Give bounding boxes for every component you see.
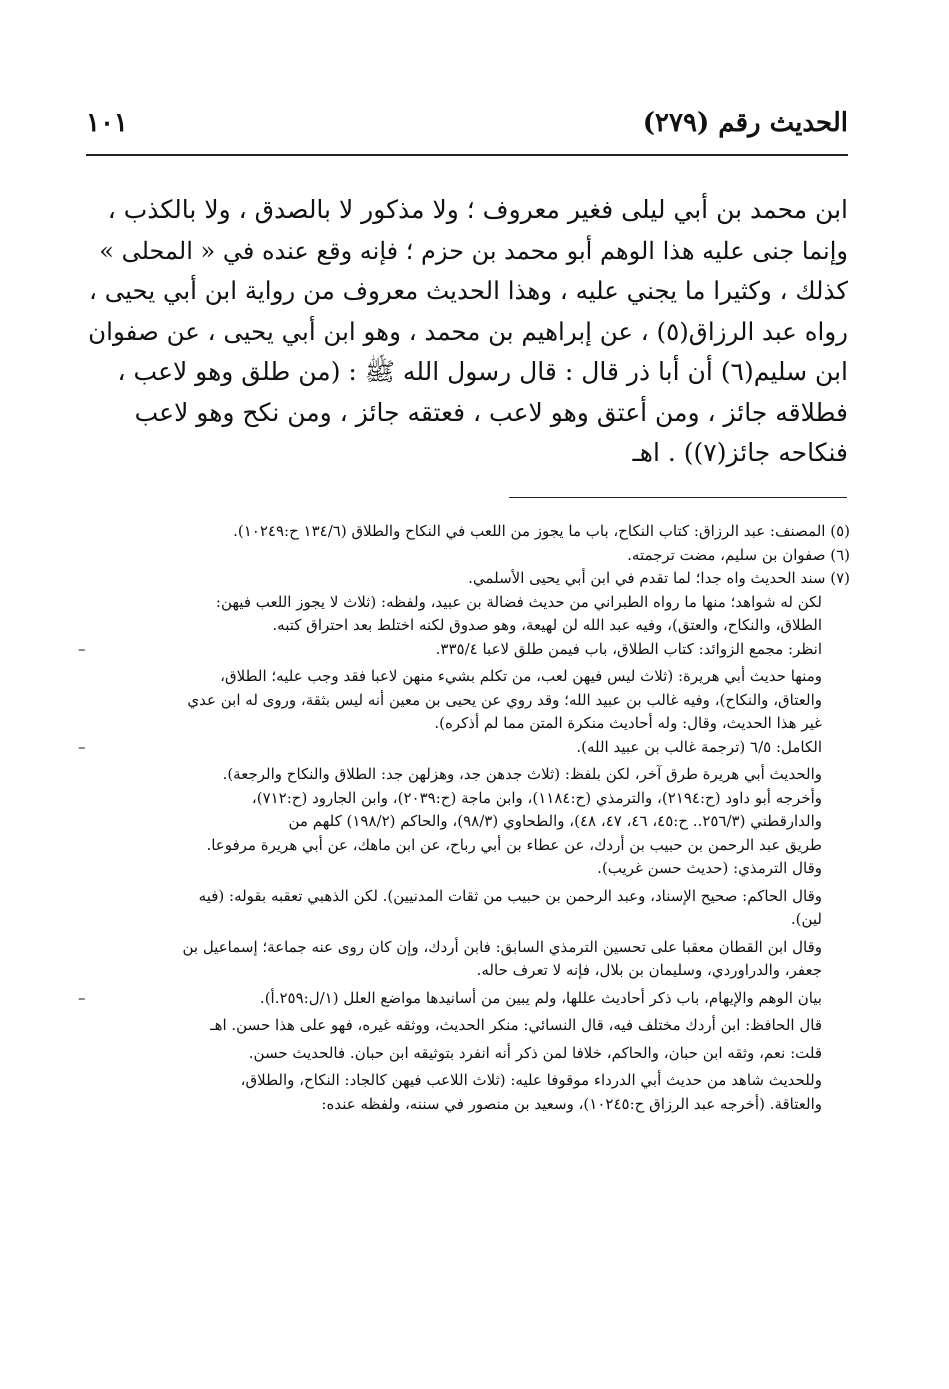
footnote-line — [78, 544, 850, 568]
footnote-line — [78, 712, 850, 736]
main-text-line: رواه عبد الرزاق(٥) ، عن إبراهيم بن محمد ، وهو ابن أبي يحيى ، عن صفوان — [88, 316, 848, 346]
main-text-line: كذلك ، وكثيرا ما يجني عليه ، وهذا الحديث معروف من رواية ابن أبي يحيى ، — [89, 276, 848, 305]
footnote-text: غير هذا الحديث، وقال: وله أحاديث منكرة المتن مما لم أذكره). — [434, 714, 822, 732]
footnote-line — [78, 614, 850, 638]
main-text-line: وإنما جنى عليه هذا الوهم أبو محمد بن حزم ؛ فإنه وقع عنده في « المحلى » — [99, 236, 848, 265]
footnote-text: لكن له شواهد؛ منها ما رواه الطبراني من حديث فضالة بن عبيد، ولفظه: (ثلاث لا يجوز اللعب فيهن: — [215, 592, 822, 611]
footnote-text: انظر: مجمع الزوائد: كتاب الطلاق، باب فيمن طلق لاعبا ٣٣٥/٤. — [435, 639, 822, 658]
footnote-line — [78, 959, 850, 983]
footnote-text: (٧) سند الحديث واه جدا؛ لما تقدم في ابن أبي يحيى الأسلمي. — [468, 569, 850, 587]
footnote-line — [78, 638, 850, 662]
footnote-text: قال الحافظ: ابن أردك مختلف فيه، قال النسائي: منكر الحديث، ووثقه غيره، فهو على هذا حسن. اهـ — [210, 1016, 822, 1034]
footnote-line — [78, 736, 850, 760]
footnote-text: وأخرجه أبو داود (ح:٢١٩٤)، والترمذي (ح:١١٨٤)، وابن ماجة (ح:٢٠٣٩)، وابن الجارود (ح:٧١٢)، — [251, 788, 822, 807]
source-dash-marker: – — [78, 737, 86, 756]
footnote-text: قلت: نعم، وثقه ابن حبان، والحاكم، خلافا لمن ذكر أنه انفرد بتوثيقه ابن حبان. فالحديث حسن. — [248, 1043, 822, 1062]
footnote-text: الكامل: ٦/٥ (ترجمة غالب بن عبيد الله). — [576, 737, 822, 756]
footnote-text: وقال الحاكم: صحيح الإسناد، وعبد الرحمن بن حبيب من ثقات المدنيين). لكن الذهبي تعقبه بقوله: (فيه — [198, 886, 822, 905]
footnote-text: لين). — [790, 910, 822, 928]
footnote-text: والدارقطني (٢٥٦/٣.. ح:٤٥، ٤٦، ٤٧، ٤٨)، والطحاوي (٩٨/٣)، والحاكم (١٩٨/٢) كلهم من — [288, 812, 822, 830]
footnote-text: ومنها حديث أبي هريرة: (ثلاث ليس فيهن لعب، من تكلم بشيء منهن لاعبا فقد وجب عليه؛ الطلاق، — [220, 667, 822, 685]
footnote-line — [78, 1042, 850, 1066]
page-header — [86, 108, 848, 156]
main-text-line: ابن سليم(٦) أن أبا ذر قال : قال رسول الله ﷺ : (من طلق وهو لاعب ، — [117, 357, 848, 386]
footnote-line — [78, 1069, 850, 1093]
main-text-line: ابن محمد بن أبي ليلى فغير معروف ؛ ولا مذكور لا بالصدق ، ولا بالكذب ، — [107, 195, 848, 224]
running-title: الحديث رقم (٢٧٩) — [642, 108, 848, 138]
footnote-line — [78, 885, 850, 909]
footnote-text: بيان الوهم والإيهام، باب ذكر أحاديث عللها، ولم يبين من أسانيدها مواضع العلل (١/ل:٢٥٩.أ). — [259, 988, 822, 1007]
footnote-line — [78, 591, 850, 615]
footnote-line — [78, 810, 850, 834]
footnote-line — [78, 936, 850, 960]
footnote-text: الطلاق، والنكاح، والعتق)، وفيه عبد الله لن لهيعة، وهو صدوق لكنه اختلط بعد احتراق كتبه. — [272, 616, 822, 634]
footnote-line — [78, 787, 850, 811]
main-text-line: فنكاحه جائز(٧)) . اهـ — [632, 438, 848, 467]
footnote-text: طريق عبد الرحمن بن حبيب بن أردك، عن عطاء بن أبي رباح، عن ابن ماهك، عن أبي هريرة مرفوعا. — [206, 835, 822, 854]
footnotes-block — [78, 520, 850, 1116]
footnote-line — [78, 520, 850, 544]
footnote-line — [78, 908, 850, 932]
main-text-line: فطلاقه جائز ، ومن أعتق وهو لاعب ، فعتقه جائز ، ومن نكح وهو لاعب — [134, 397, 848, 427]
footnote-line — [78, 665, 850, 689]
source-dash-marker: – — [78, 639, 86, 658]
footnote-text: وللحديث شاهد من حديث أبي الدرداء موقوفا عليه: (ثلاث اللاعب فيهن كالجاد: النكاح، والطلاق، — [240, 1071, 822, 1089]
source-dash-marker: – — [78, 988, 86, 1007]
footnote-separator — [509, 497, 847, 498]
footnote-line — [78, 689, 850, 713]
footnote-text: جعفر، والدراوردي، وسليمان بن بلال، فإنه لا تعرف حاله. — [476, 961, 822, 979]
footnote-text: (٦) صفوان بن سليم، مضت ترجمته. — [627, 545, 850, 564]
footnote-line — [78, 987, 850, 1011]
footnote-text: والعتاقة. (أخرجه عبد الرزاق ح:١٠٢٤٥)، وسعيد بن منصور في سننه، ولفظه عنده: — [321, 1094, 822, 1113]
footnote-line — [78, 857, 850, 881]
footnote-line — [78, 834, 850, 858]
footnote-line — [78, 567, 850, 591]
footnote-text: (٥) المصنف: عبد الرزاق: كتاب النكاح، باب ما يجوز من اللعب في النكاح والطلاق (١٣٤/٦ ح:١٠٢٤٩). — [233, 522, 850, 540]
footnote-text: والحديث أبي هريرة طرق آخر، لكن بلفظ: (ثلاث جدهن جد، وهزلهن جد: الطلاق والنكاح والرجعة). — [222, 765, 822, 783]
footnote-text: والعتاق، والنكاح)، وفيه غالب بن عبيد الله؛ وقد روي عن يحيى بن معين أنه ليس بثقة، وروى له ابن عدي — [187, 690, 822, 709]
main-text-block — [86, 190, 848, 474]
footnote-text: وقال الترمذي: (حديث حسن غريب). — [597, 859, 822, 877]
footnote-text: وقال ابن القطان معقبا على تحسين الترمذي السابق: فابن أردك، وإن كان روى عنه جماعة؛ إسماعيل بن — [182, 937, 822, 956]
footnote-line — [78, 763, 850, 787]
footnote-line — [78, 1014, 850, 1038]
footnote-line — [78, 1093, 850, 1117]
page-number: ١٠١ — [86, 108, 128, 138]
